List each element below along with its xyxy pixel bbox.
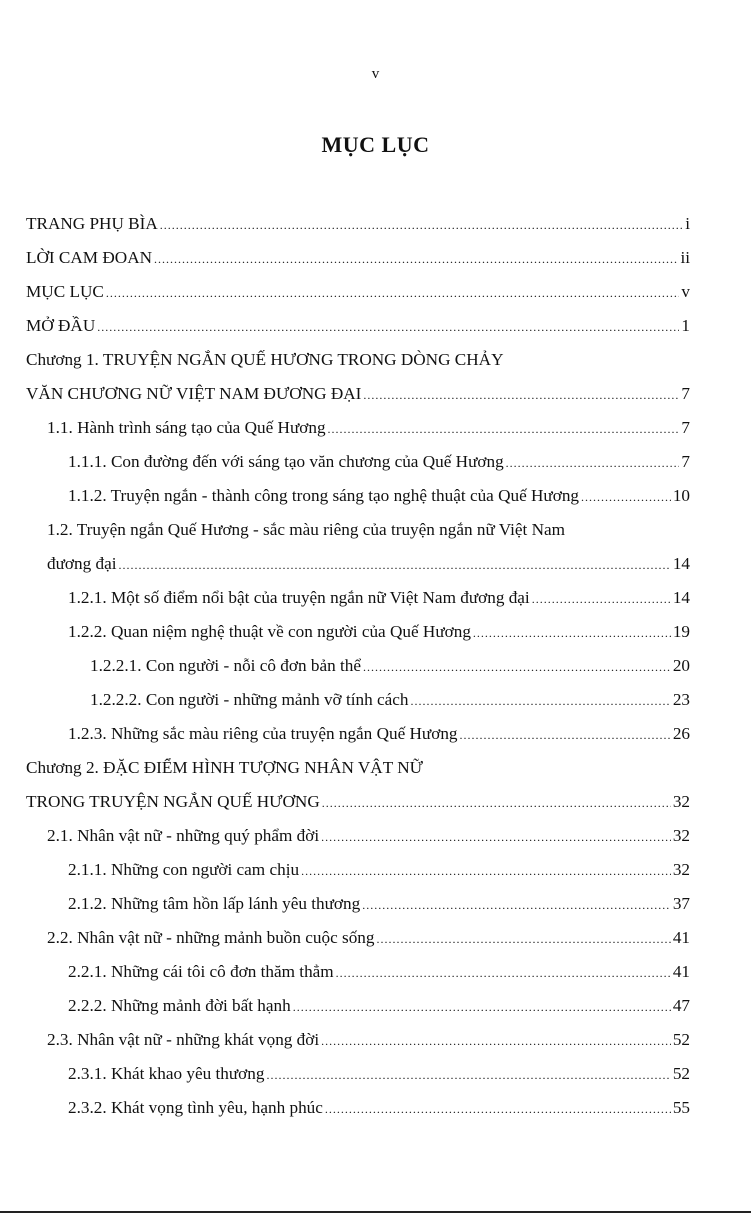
toc-entry[interactable] — [26, 316, 690, 342]
toc-entry-label: 1.1.1. Con đường đến với sáng tạo văn chương của Quế Hương — [68, 452, 504, 471]
toc-entry-label: LỜI CAM ĐOAN — [26, 248, 153, 267]
toc-entry[interactable] — [47, 928, 690, 954]
toc-entry[interactable] — [26, 282, 690, 308]
toc-entry[interactable] — [68, 486, 690, 512]
toc-entry-label: VĂN CHƯƠNG NỮ VIỆT NAM ĐƯƠNG ĐẠI — [26, 384, 362, 403]
dot-leader — [581, 490, 671, 505]
toc-entry-label: 2.3.1. Khát khao yêu thương — [68, 1064, 265, 1083]
dot-leader — [410, 694, 670, 709]
toc-entry-page: 32 — [672, 860, 690, 879]
toc-entry[interactable] — [26, 248, 690, 274]
dot-leader — [301, 864, 671, 879]
toc-entry-page: 14 — [672, 554, 690, 573]
toc-entry-page: ii — [680, 248, 690, 267]
toc-entry[interactable] — [90, 690, 690, 716]
toc-entry-label: 2.1.1. Những con người cam chịu — [68, 860, 300, 879]
toc-entry-label: TRONG TRUYỆN NGẮN QUẾ HƯƠNG — [26, 792, 320, 811]
toc-entry[interactable] — [68, 860, 690, 886]
toc-entry-page: 7 — [681, 384, 690, 403]
toc-entry-label: MỤC LỤC — [26, 282, 104, 301]
toc-entry-page: 23 — [672, 690, 690, 709]
toc-entry-page: 41 — [672, 962, 690, 981]
toc-entry-label: MỞ ĐẦU — [26, 316, 96, 335]
toc-entry-page: i — [685, 214, 690, 233]
toc-entry[interactable] — [68, 622, 690, 648]
toc-entry[interactable] — [26, 384, 690, 410]
toc-entry[interactable] — [47, 1030, 690, 1056]
toc-entry-label: 2.3.2. Khát vọng tình yêu, hạnh phúc — [68, 1098, 323, 1117]
dot-leader — [506, 456, 680, 471]
toc-entry-label: 2.2.1. Những cái tôi cô đơn thăm thẳm — [68, 962, 334, 981]
toc-entry-label: 1.2.3. Những sắc màu riêng của truyện ngắn Quế Hương — [68, 724, 458, 743]
dot-leader — [363, 388, 679, 403]
toc-entry-label: Chương 1. TRUYỆN NGẮN QUẾ HƯƠNG TRONG DÒNG CHẢY — [26, 350, 504, 369]
dot-leader — [106, 286, 680, 301]
toc-entry[interactable] — [47, 826, 690, 852]
toc-entry-page: 41 — [672, 928, 690, 947]
toc-entry-page: 20 — [672, 656, 690, 675]
page-bottom-border — [0, 1211, 751, 1213]
toc-entry-page: 32 — [672, 826, 690, 845]
toc-entry-label: 2.2.2. Những mảnh đời bất hạnh — [68, 996, 291, 1015]
dot-leader — [154, 252, 678, 267]
toc-entry-page: 26 — [672, 724, 690, 743]
toc-entry-label: 2.1. Nhân vật nữ - những quý phẩm đời — [47, 826, 320, 845]
dot-leader — [321, 830, 671, 845]
dot-leader — [376, 932, 670, 947]
toc-entry-label: 2.2. Nhân vật nữ - những mảnh buồn cuộc sống — [47, 928, 375, 947]
toc-entry[interactable] — [90, 656, 690, 682]
dot-leader — [363, 660, 671, 675]
toc-entry-page: 7 — [681, 418, 690, 437]
toc-entry-page: v — [681, 282, 690, 301]
toc-entry-label: Chương 2. ĐẶC ĐIỂM HÌNH TƯỢNG NHÂN VẬT NỮ — [26, 758, 423, 777]
toc-entry-label: 1.1.2. Truyện ngắn - thành công trong sáng tạo nghệ thuật của Quế Hương — [68, 486, 580, 505]
toc-entry-label: 1.2.2. Quan niệm nghệ thuật về con người của Quế Hương — [68, 622, 471, 641]
toc-entry[interactable] — [68, 996, 690, 1022]
toc-entry-label: 1.2.2.1. Con người - nỗi cô đơn bản thể — [90, 656, 361, 675]
dot-leader — [325, 1102, 671, 1117]
dot-leader — [460, 728, 671, 743]
toc-entry-label: đương đại — [47, 554, 117, 573]
toc-entry-label: 1.2.2.2. Con người - những mảnh vỡ tính cách — [90, 690, 409, 709]
toc-entry-page: 19 — [672, 622, 690, 641]
dot-leader — [97, 320, 679, 335]
dot-leader — [362, 898, 671, 913]
dot-leader — [321, 1034, 671, 1049]
toc-entry[interactable] — [68, 724, 690, 750]
toc-entry-page: 14 — [672, 588, 690, 607]
page-number: v — [371, 66, 380, 82]
toc-entry-label: 1.1. Hành trình sáng tạo của Quế Hương — [47, 418, 326, 437]
toc-entry-page: 10 — [672, 486, 690, 505]
toc-entry-page: 7 — [681, 452, 690, 471]
dot-leader — [293, 1000, 671, 1015]
toc-entry-page: 47 — [672, 996, 690, 1015]
dot-leader — [118, 558, 670, 573]
dot-leader — [473, 626, 671, 641]
toc-entry-label: 2.1.2. Những tâm hồn lấp lánh yêu thương — [68, 894, 361, 913]
dot-leader — [160, 218, 683, 233]
toc-entry-page: 52 — [672, 1030, 690, 1049]
toc-entry-label: 2.3. Nhân vật nữ - những khát vọng đời — [47, 1030, 320, 1049]
toc-entry-heading[interactable] — [47, 520, 690, 546]
toc-entry-page: 55 — [672, 1098, 690, 1117]
toc-entry[interactable] — [47, 418, 690, 444]
toc-entry[interactable] — [68, 1064, 690, 1090]
toc-entry[interactable] — [68, 452, 690, 478]
dot-leader — [322, 796, 671, 811]
dot-leader — [328, 422, 680, 437]
toc-entry-heading[interactable] — [26, 758, 690, 784]
toc-entry-page: 37 — [672, 894, 690, 913]
toc-entry-label: TRANG PHỤ BÌA — [26, 214, 158, 233]
toc-entry[interactable] — [26, 792, 690, 818]
toc-entry-page: 32 — [672, 792, 690, 811]
dot-leader — [336, 966, 671, 981]
toc-entry[interactable] — [68, 894, 690, 920]
toc-entry-page: 1 — [681, 316, 690, 335]
toc-entry[interactable] — [68, 588, 690, 614]
toc-entry[interactable] — [68, 962, 690, 988]
toc-entry-page: 52 — [672, 1064, 690, 1083]
toc-entry-label: 1.2. Truyện ngắn Quế Hương - sắc màu riêng của truyện ngắn nữ Việt Nam — [47, 520, 566, 539]
toc-entry[interactable] — [26, 214, 690, 240]
dot-leader — [532, 592, 671, 607]
toc-entry[interactable] — [47, 554, 690, 580]
toc-entry-heading[interactable] — [26, 350, 690, 376]
page-title: MỤC LỤC — [321, 132, 430, 157]
toc-entry-label: 1.2.1. Một số điểm nổi bật của truyện ngắn nữ Việt Nam đương đại — [68, 588, 530, 607]
toc-entry[interactable] — [68, 1098, 690, 1124]
dot-leader — [266, 1068, 670, 1083]
